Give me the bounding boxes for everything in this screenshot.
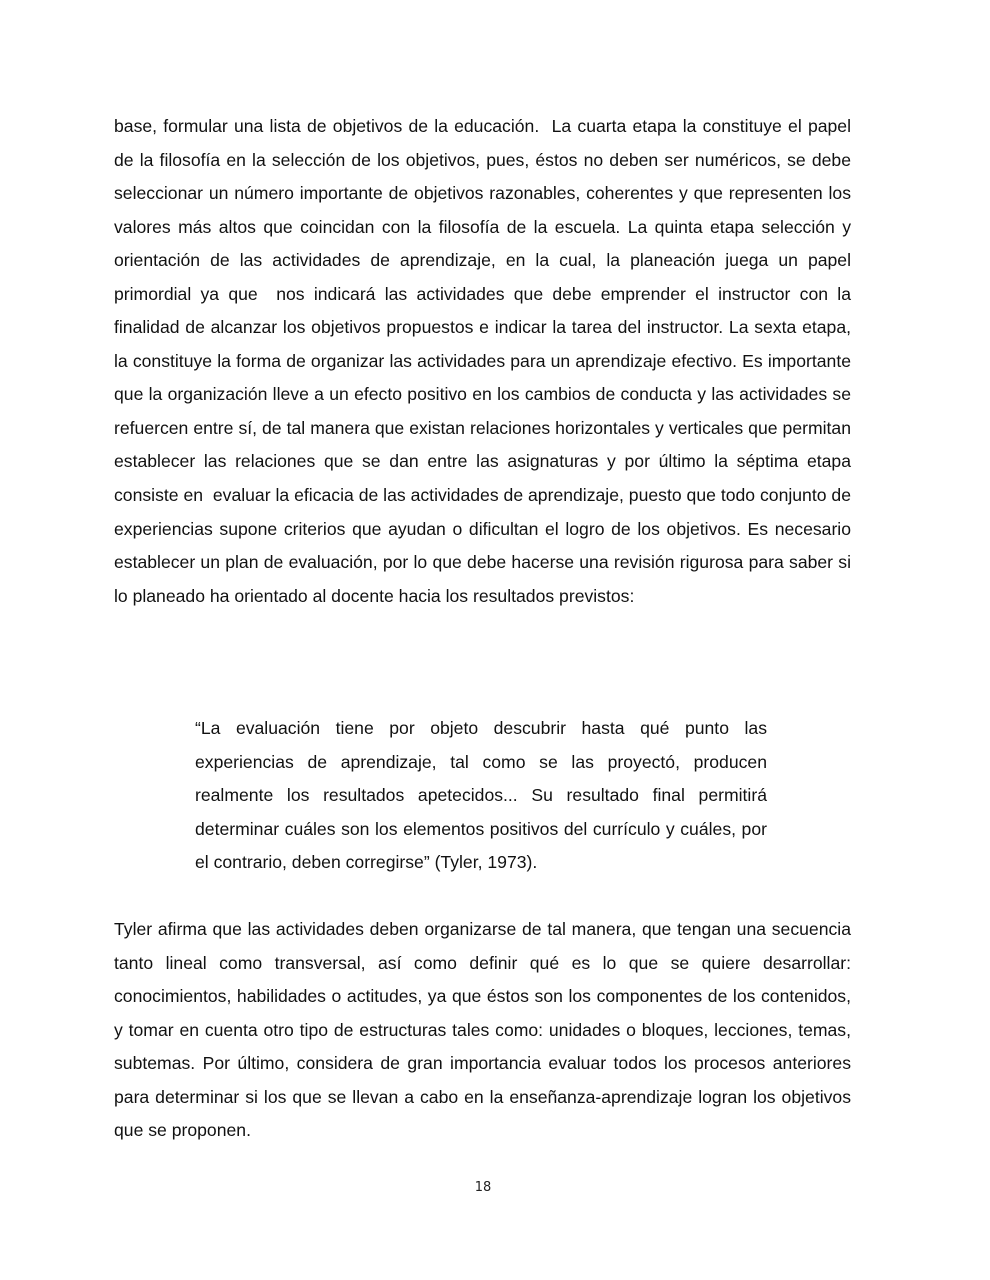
body-paragraph-2: Tyler afirma que las actividades deben organizarse de tal manera, que tengan una secuencia tanto lineal como transversal, así como definir qué es lo que se quiere desarrollar: conocimientos, habilidades o actitudes, ya que éstos son los componentes de los contenidos, y tomar en cuenta otro tipo de estructuras tales como: unidades o bloques, lecciones, temas, subtemas. Por último, considera de gran importancia evaluar todos los procesos anteriores para determinar si los que se llevan a cabo en la enseñanza-aprendizaje logran los objetivos que se proponen. — [114, 919, 856, 1141]
block-quote: “La evaluación tiene por objeto descubrir hasta qué punto las experiencias de aprendizaje, tal como se las proyectó, producen realmente los resultados apetecidos... Su resultado final permitirá determinar cuáles son los elementos positivos del currículo y cuáles, por el contrario, deben corregirse” (Tyler, 1973). — [195, 718, 767, 873]
page-number: 18 — [474, 1180, 492, 1195]
body-paragraph-1: base, formular una lista de objetivos de la educación. La cuarta etapa la constituye el papel de la filosofía en la selección de los objetivos, pues, éstos no deben ser numéricos, se debe seleccionar un número importante de objetivos razonables, coherentes y que representen los valores más altos que coincidan con la filosofía de la escuela. La quinta etapa selección y orientación de las actividades de aprendizaje, en la cual, la planeación juega un papel primordial ya que nos indicará las actividades que debe emprender el instructor con la finalidad de alcanzar los objetivos propuestos e indicar la tarea del instructor. La sexta etapa, la constituye la forma de organizar las actividades para un aprendizaje efectivo. Es importante que la organización lleve a un efecto positivo en los cambios de conducta y las actividades se refuercen entre sí, de tal manera que existan relaciones horizontales y verticales que permitan establecer las relaciones que se dan entre las asignaturas y por último la séptima etapa consiste en evaluar la eficacia de las actividades de aprendizaje, puesto que todo conjunto de experiencias supone criterios que ayudan o dificultan el logro de los objetivos. Es necesario establecer un plan de evaluación, por lo que debe hacerse una revisión rigurosa para saber si lo planeado ha orientado al docente hacia los resultados previstos: — [114, 116, 856, 606]
